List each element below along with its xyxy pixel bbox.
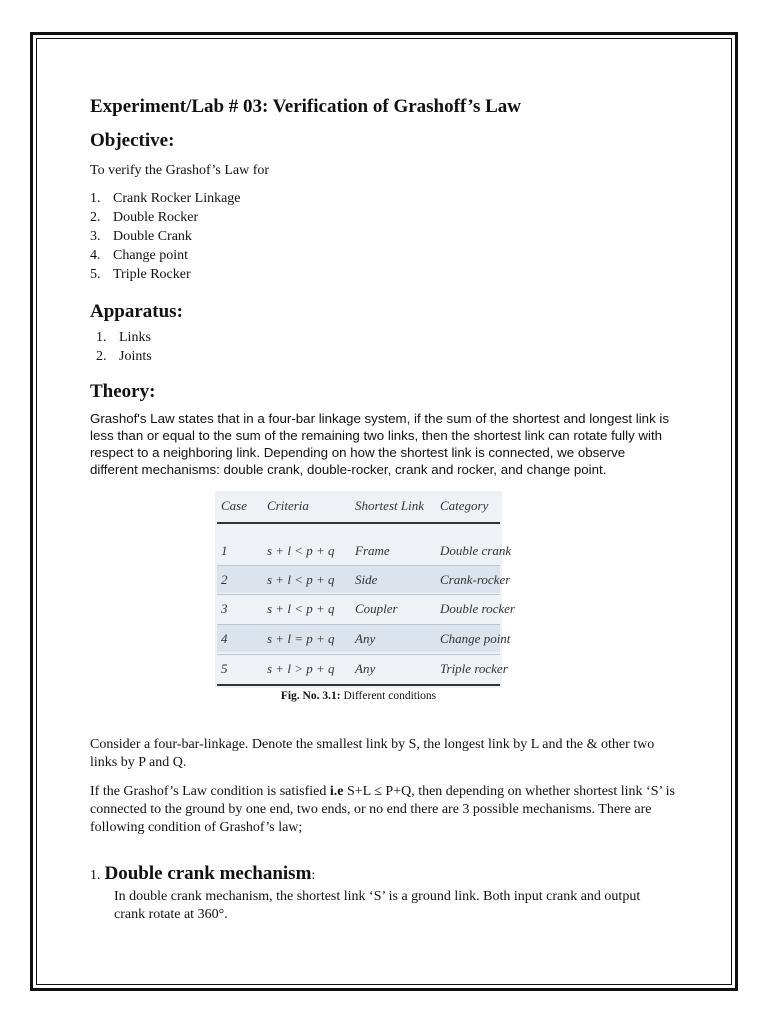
table-header-criteria: Criteria [267,498,309,513]
objective-list [90,189,241,284]
list-item: 2. Double Rocker [90,210,199,225]
mechanism-1-text: In double crank mechanism, the shortest link ‘S’ is a ground link. Both input crank and output crank rotate at 360°. [114,889,641,922]
condition-paragraph: If the Grashof’s Law condition is satisfied i.e S+L ≤ P+Q, then depending on whether shortest link ‘S’ is connected to the ground by one end, two ends, or no end there are 3 possible mechanisms. There are following condition of Grashof’s law; [90,784,675,835]
table-header-category: Category [440,498,489,513]
table-row: 1 s + l < p + q Frame Double crank [221,543,512,558]
table-row: 2 s + l < p + q Side Crank-rocker [217,565,500,593]
figure-caption-text: Different conditions [340,690,437,702]
figure-caption [215,690,502,702]
table-row: 5 s + l > p + q Any Triple rocker [217,654,500,682]
table-row: 3 s + l < p + q Coupler Double rocker [217,594,500,622]
consider-paragraph: Consider a four-bar-linkage. Denote the smallest link by S, the longest link by L and the & other two links by P and Q. [90,737,655,770]
theory-heading: Theory: [90,381,156,402]
mechanism-1-heading: 1. Double crank mechanism: [90,863,316,884]
table-row: 4 s + l = p + q Any Change point [217,624,500,652]
list-item: 2. Joints [96,349,152,364]
conditions-table-figure [215,491,515,688]
list-item: 1. Crank Rocker Linkage [90,191,241,206]
table-header-shortest-link: Shortest Link [355,498,424,513]
list-item: 5. Triple Rocker [90,267,191,282]
apparatus-list [96,328,152,366]
table-header-case: Case [221,498,247,513]
page-title: Experiment/Lab # 03: Verification of Grashoff’s Law [90,96,521,117]
list-item: 4. Change point [90,248,189,263]
table-header-rule [217,522,500,524]
apparatus-heading: Apparatus: [90,301,183,322]
objective-heading: Objective: [90,130,175,151]
list-item: 1. Links [96,330,151,345]
objective-intro: To verify the Grashof’s Law for [90,163,270,178]
list-item: 3. Double Crank [90,229,192,244]
figure-caption-label: Fig. No. 3.1: [280,690,341,702]
table-bottom-rule [217,684,500,686]
theory-paragraph: Grashof's Law states that in a four-bar linkage system, if the sum of the shortest and longest link is less than or equal to the sum of the remaining two links, then the shortest link can rotate fully with respect to a neighboring link. Depending on how the shortest link is connected, we observe different mechanisms: double crank, double-rocker, crank and rocker, and change point. [90,411,670,477]
